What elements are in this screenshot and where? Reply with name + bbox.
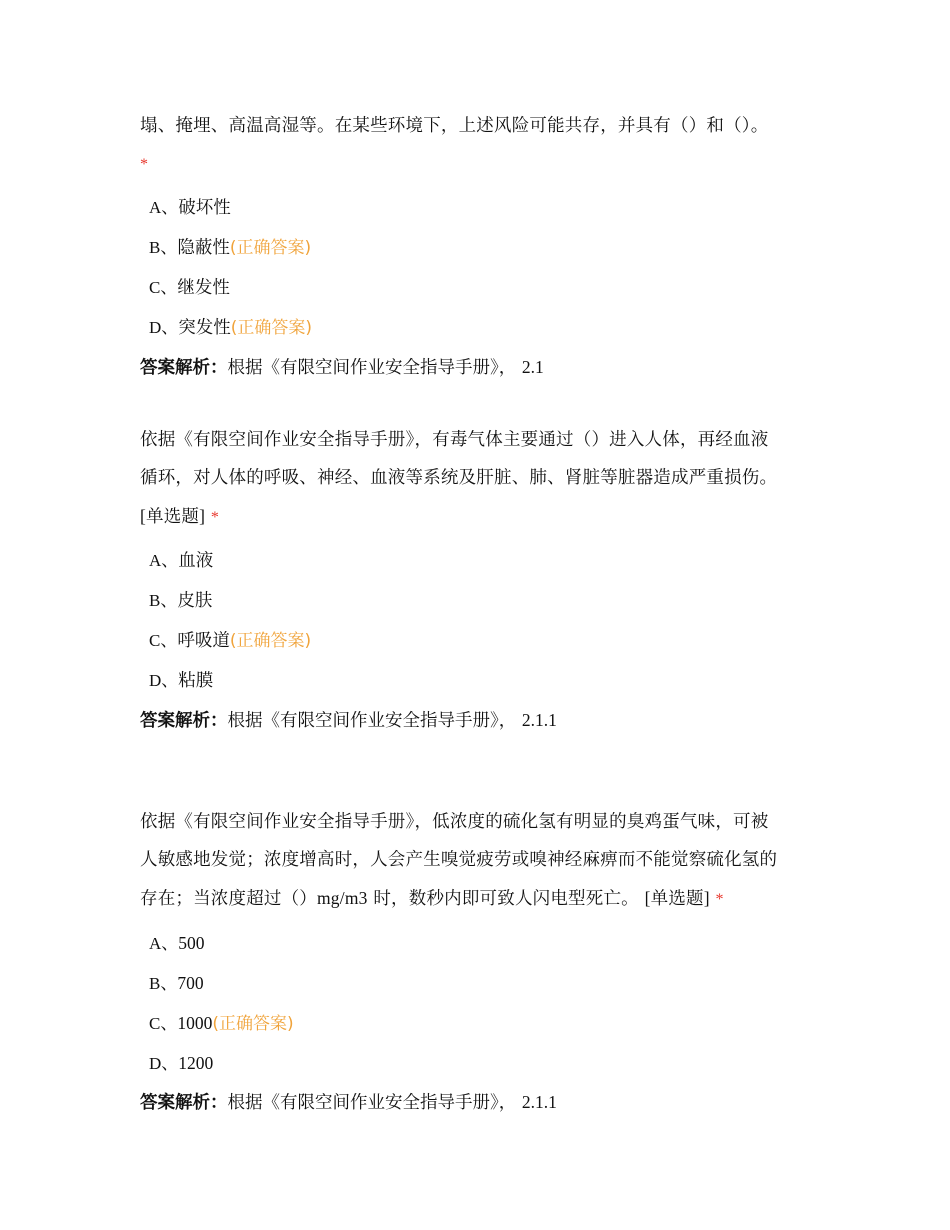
option-key: B、 (149, 238, 178, 257)
question-1-line-1: 塌、掩埋、高温高湿等。在某些环境下，上述风险可能共存，并具有（）和（）。 (140, 116, 769, 136)
option-text: 隐蔽性 (177, 238, 230, 258)
option-key: A、 (149, 551, 179, 570)
option-c[interactable] (140, 1003, 820, 1043)
option-text: 粘膜 (178, 671, 214, 691)
option-text: 1000 (177, 1013, 213, 1033)
question-3-line-3-end: 时，数秒内即可致人闪电型死亡。 (373, 889, 639, 909)
option-text: 呼吸道 (177, 631, 230, 651)
option-key: A、 (149, 198, 179, 217)
option-text: 继发性 (177, 278, 230, 298)
answer-analysis (140, 1083, 820, 1121)
unit-text: mg/m3 (317, 888, 368, 908)
required-asterisk: * (715, 891, 724, 908)
option-key: B、 (149, 974, 178, 993)
required-asterisk: * (210, 509, 220, 526)
question-type-tag: [单选题] (140, 506, 206, 526)
analysis-label: 答案解析： (140, 711, 228, 731)
option-key: C、 (149, 278, 178, 297)
question-2-line-1: 依据《有限空间作业安全指导手册》，有毒气体主要通过（）进入人体，再经血液 (140, 430, 769, 450)
analysis-reference: 2.1.1 (521, 1092, 557, 1112)
analysis-label: 答案解析： (140, 1093, 228, 1113)
question-2 (140, 421, 820, 739)
question-3 (140, 803, 820, 1121)
option-text: 皮肤 (177, 591, 213, 611)
question-3-line-3-start: 存在；当浓度超过（） (140, 889, 317, 909)
option-a[interactable] (140, 541, 820, 581)
required-asterisk: * (140, 156, 149, 173)
option-a[interactable] (140, 188, 820, 228)
option-key: C、 (149, 1014, 178, 1033)
question-3-text (140, 803, 820, 919)
option-text: 破坏性 (178, 198, 231, 218)
analysis-text: 根据《有限空间作业安全指导手册》， (227, 358, 517, 378)
option-text: 1200 (178, 1053, 214, 1073)
answer-analysis (140, 348, 820, 386)
question-3-options (140, 923, 820, 1083)
option-key: B、 (149, 591, 178, 610)
analysis-label: 答案解析： (140, 358, 228, 378)
option-a[interactable] (140, 923, 820, 963)
analysis-reference: 2.1 (521, 357, 544, 377)
option-d[interactable] (140, 661, 820, 701)
question-type-tag: [单选题] (644, 888, 710, 908)
option-key: D、 (149, 671, 179, 690)
question-3-line-2: 人敏感地发觉；浓度增高时，人会产生嗅觉疲劳或嗅神经麻痹而不能觉察硫化氢的 (140, 850, 778, 870)
option-key: C、 (149, 631, 178, 650)
option-text: 突发性 (178, 318, 231, 338)
analysis-text: 根据《有限空间作业安全指导手册》， (227, 1093, 517, 1113)
question-2-text (140, 421, 820, 537)
option-b[interactable] (140, 581, 820, 621)
question-2-options (140, 541, 820, 701)
analysis-text: 根据《有限空间作业安全指导手册》， (227, 711, 517, 731)
option-d[interactable] (140, 1043, 820, 1083)
option-key: D、 (149, 1054, 179, 1073)
option-key: A、 (149, 934, 179, 953)
option-b[interactable] (140, 963, 820, 1003)
question-1-options (140, 188, 820, 348)
option-c[interactable] (140, 268, 820, 308)
question-1-text (140, 107, 820, 184)
correct-answer-label: (正确答案) (230, 318, 313, 338)
question-2-line-2: 循环，对人体的呼吸、神经、血液等系统及肝脏、肺、肾脏等脏器造成严重损伤。 (140, 468, 778, 488)
option-text: 500 (178, 933, 205, 953)
analysis-reference: 2.1.1 (521, 710, 557, 730)
question-3-line-1: 依据《有限空间作业安全指导手册》，低浓度的硫化氢有明显的臭鸡蛋气味，可被 (140, 812, 769, 832)
correct-answer-label: (正确答案) (229, 631, 312, 651)
option-b[interactable] (140, 228, 820, 268)
answer-analysis (140, 701, 820, 739)
option-text: 血液 (178, 551, 214, 571)
correct-answer-label: (正确答案) (229, 238, 312, 258)
option-key: D、 (149, 318, 179, 337)
option-text: 700 (177, 973, 204, 993)
option-d[interactable] (140, 308, 820, 348)
option-c[interactable] (140, 621, 820, 661)
correct-answer-label: (正确答案) (212, 1014, 294, 1034)
question-1 (140, 107, 820, 386)
